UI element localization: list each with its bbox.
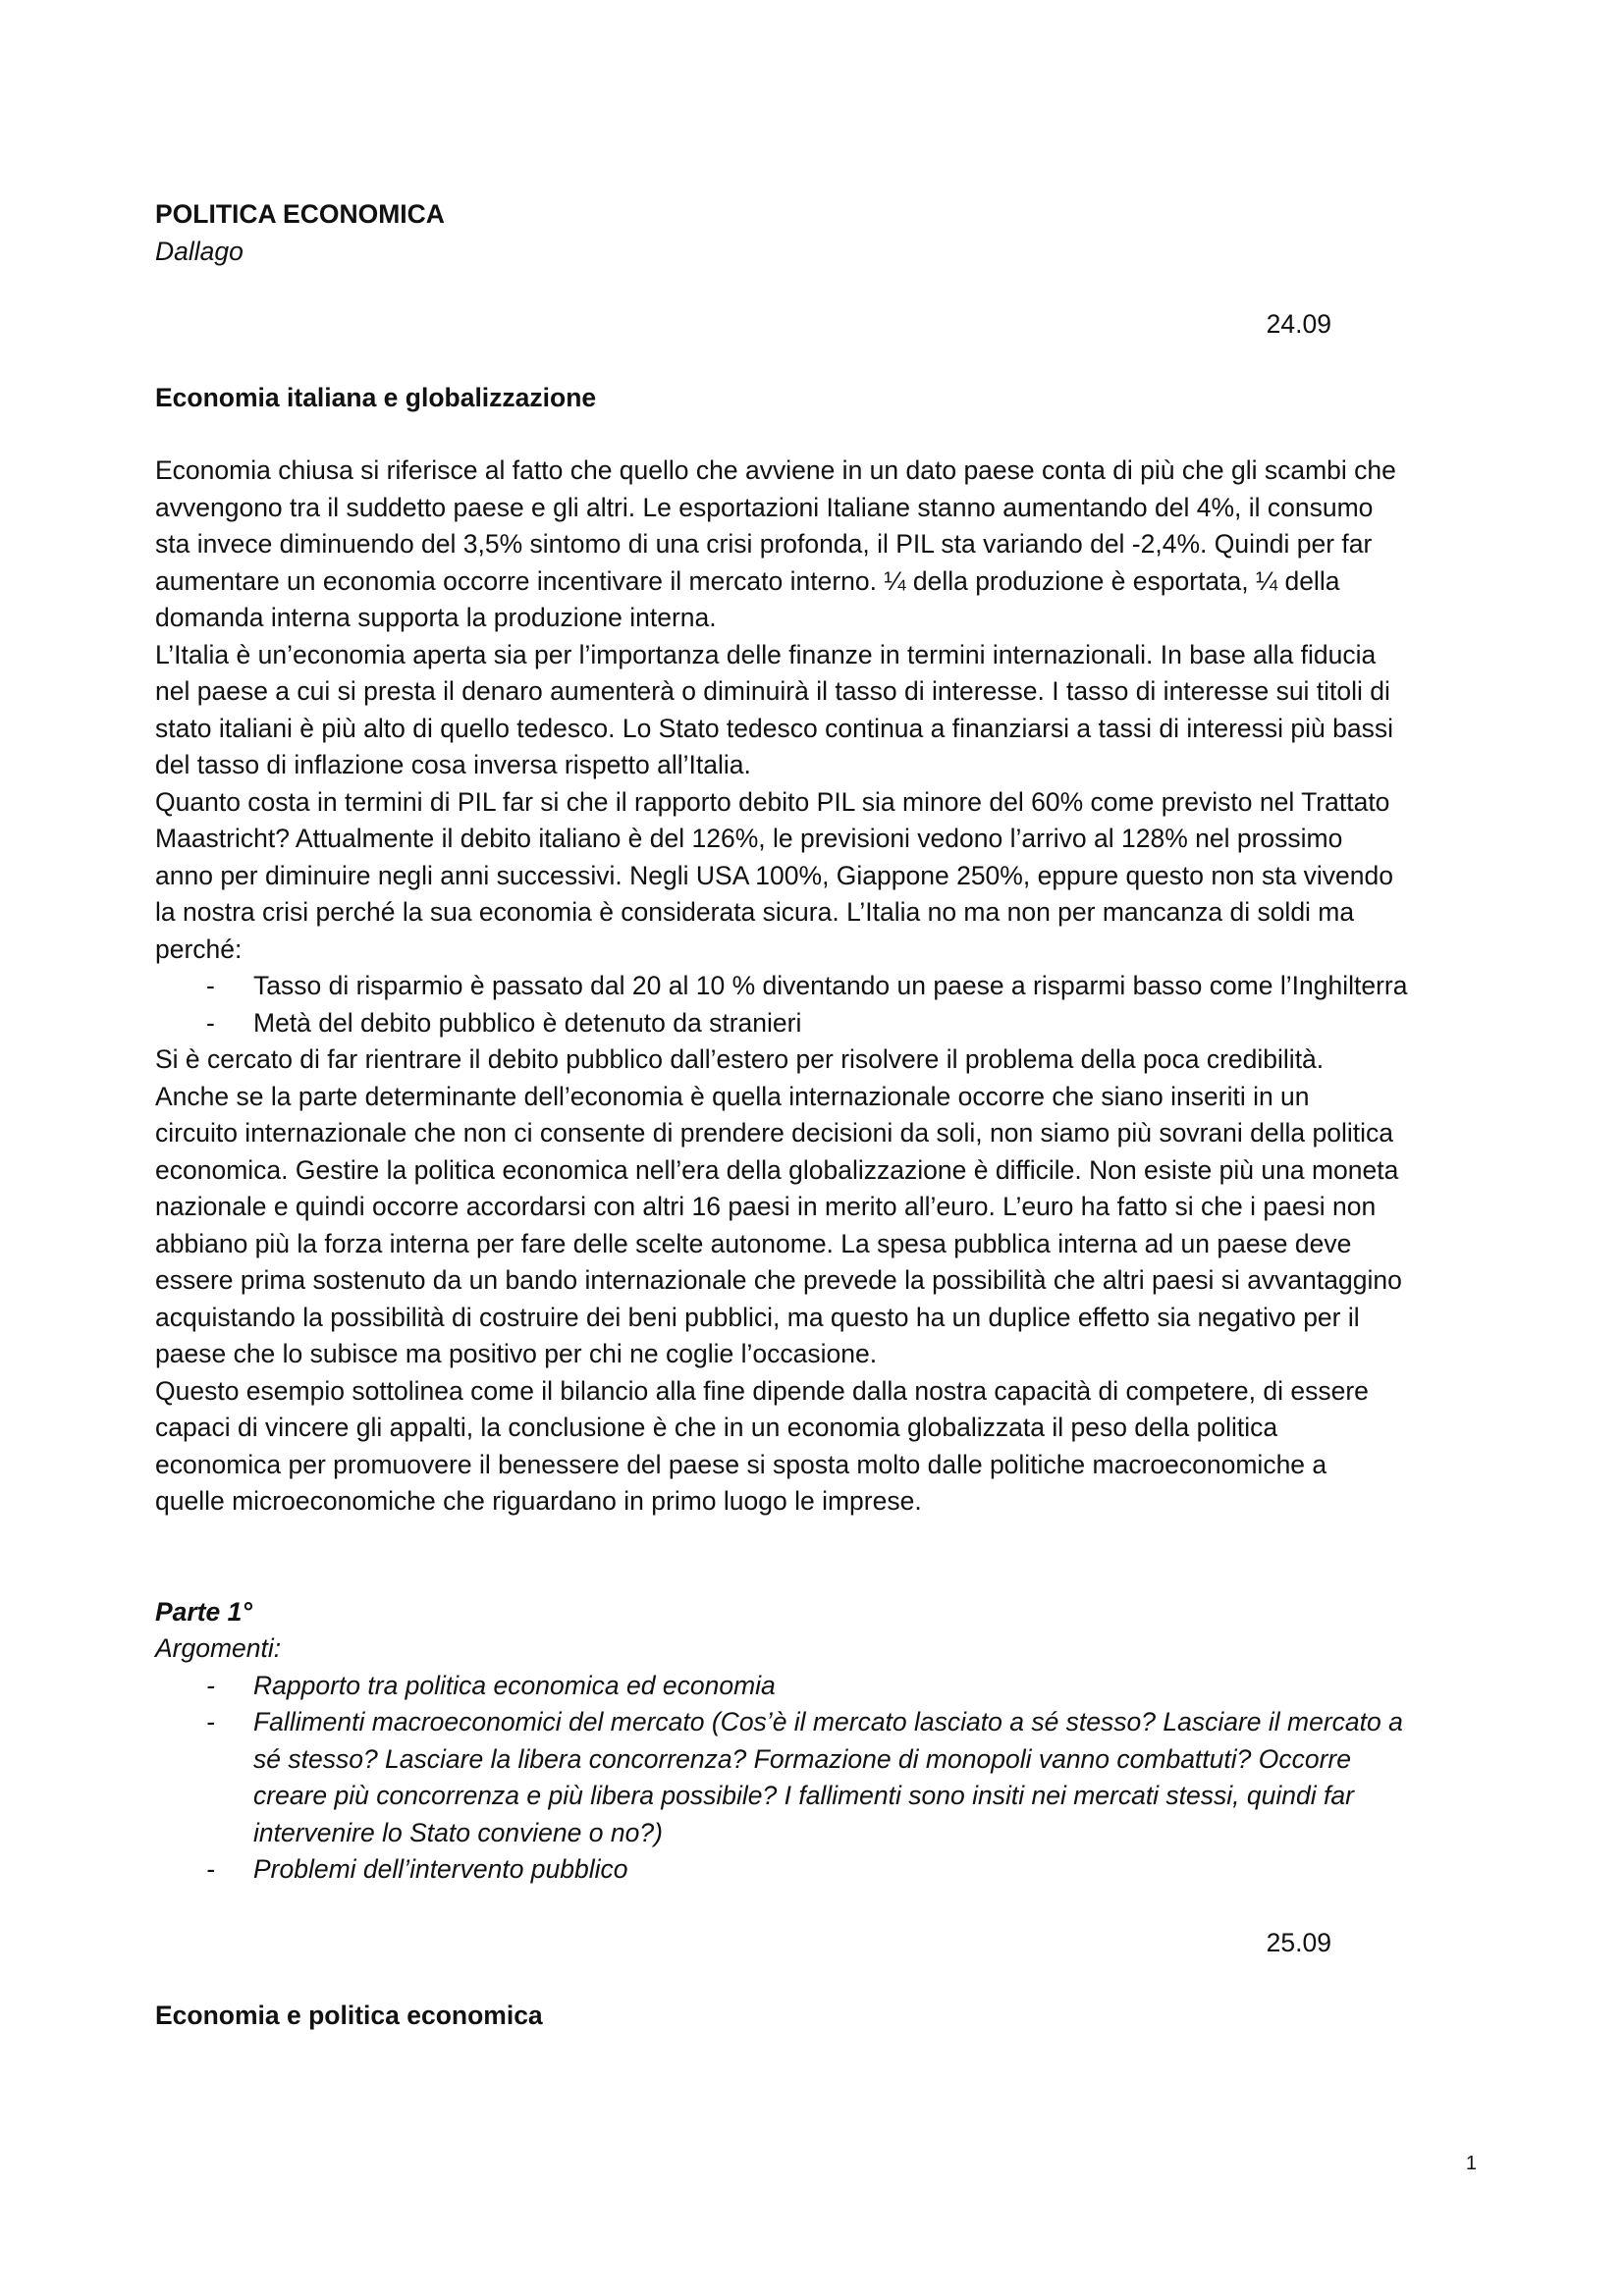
list-item-text: Tasso di risparmio è passato dal 20 al 10 % diventando un paese a risparmi basso come l’Inghilterra: [253, 971, 1408, 1000]
paragraph-1: [155, 453, 1477, 637]
text-line: la nostra crisi perché la sua economia è considerata sicura. L’Italia no ma non per mancanza di soldi ma: [155, 897, 1355, 927]
text-line: del tasso di inflazione cosa inversa rispetto all’Italia.: [155, 750, 751, 779]
lecture-date: 25.09: [1266, 1927, 1331, 1957]
paragraph-5: [155, 1373, 1477, 1521]
dash-bullet-icon: -: [206, 1707, 215, 1736]
text-line: Economia chiusa si riferisce al fatto che quello che avviene in un dato paese conta di più che gli scambi che: [155, 455, 1396, 485]
document-author: Dallago: [155, 236, 244, 266]
paragraph-4: [155, 1041, 1477, 1373]
paragraph-3: [155, 784, 1477, 969]
dash-bullet-icon: -: [206, 1854, 215, 1884]
text-line: quelle microeconomiche che riguardano in primo luogo le imprese.: [155, 1486, 922, 1516]
page-number: 1: [1465, 2153, 1477, 2174]
document-title: POLITICA ECONOMICA: [155, 199, 445, 229]
list-item: [155, 1704, 1477, 1851]
text-line: perché:: [155, 934, 243, 964]
text-line: essere prima sostenuto da un bando internazionale che prevede la possibilità che altri paesi si avvantaggino: [155, 1265, 1402, 1295]
text-line: nazionale e quindi occorre accordarsi con altri 16 paesi in merito all’euro. L’euro ha fatto si che i paesi non: [155, 1192, 1377, 1221]
dash-bullet-icon: -: [206, 971, 215, 1000]
list-item-text-continued: creare più concorrenza e più libera possibile? I fallimenti sono insiti nei mercati stessi, quindi far: [253, 1781, 1354, 1810]
text-line: paese che lo subisce ma positivo per chi ne coglie l’occasione.: [155, 1339, 878, 1368]
text-line: avvengono tra il suddetto paese e gli altri. Le esportazioni Italiane stanno aumentando del 4%, il consumo: [155, 492, 1374, 522]
topic-list: [155, 1668, 1477, 1889]
text-line: domanda interna supporta la produzione interna.: [155, 603, 717, 632]
text-line: aumentare un economia occorre incentivare il mercato interno. ¼ della produzione è esportata, ¼ della: [155, 565, 1340, 596]
dash-bullet-icon: -: [206, 1007, 215, 1038]
list-item: [155, 1851, 1477, 1889]
bullet-list: [155, 968, 1477, 1041]
text-line: Questo esempio sottolinea come il bilancio alla fine dipende dalla nostra capacità di competere, di essere: [155, 1375, 1369, 1406]
section-heading: Economia italiana e globalizzazione: [155, 382, 597, 412]
text-line: nel paese a cui si presta il denaro aumenterà o diminuirà il tasso di interesse. I tasso di interesse sui titoli di: [155, 676, 1390, 706]
text-line: abbiano più la forza interna per fare delle scelte autonome. La spesa pubblica interna ad un paese deve: [155, 1228, 1352, 1258]
part-title: Parte 1°: [155, 1596, 252, 1627]
list-item-text: Rapporto tra politica economica ed economia: [253, 1670, 776, 1700]
paragraph-2: [155, 637, 1477, 784]
lecture-date: 24.09: [1266, 309, 1331, 339]
list-item-text-continued: sé stesso? Lasciare la libera concorrenza? Formazione di monopoli vanno combattuti? Occorre: [253, 1743, 1351, 1774]
part-subtitle: Argomenti:: [155, 1633, 282, 1663]
text-line: economica per promuovere il benessere del paese si sposta molto dalle politiche macroeconomiche a: [155, 1449, 1327, 1479]
list-item-text: Fallimenti macroeconomici del mercato (Cos’è il mercato lasciato a sé stesso? Lasciare il mercato a: [253, 1707, 1403, 1736]
text-line: Si è cercato di far rientrare il debito pubblico dall’estero per risolvere il problema della poca credibilità.: [155, 1044, 1325, 1074]
list-item-text-continued: intervenire lo Stato conviene o no?): [253, 1817, 663, 1847]
text-line: Anche se la parte determinante dell’economia è quella internazionale occorre che siano inseriti in un: [155, 1081, 1310, 1111]
text-line: economica. Gestire la politica economica nell’era della globalizzazione è difficile. Non esiste più una moneta: [155, 1154, 1399, 1185]
dash-bullet-icon: -: [206, 1670, 215, 1700]
text-line: acquistando la possibilità di costruire dei beni pubblici, ma questo ha un duplice effetto sia negativo per il: [155, 1302, 1360, 1332]
text-line: L’Italia è un’economia aperta sia per l’importanza delle finanze in termini internazionali. In base alla fiducia: [155, 639, 1377, 669]
list-item: [155, 1668, 1477, 1705]
section-heading: Economia e politica economica: [155, 2001, 543, 2030]
list-item-text: Metà del debito pubblico è detenuto da stranieri: [253, 1007, 802, 1038]
text-line: sta invece diminuendo del 3,5% sintomo di una crisi profonda, il PIL sta variando del -2,4%. Quindi per far: [155, 529, 1373, 559]
text-line: Quanto costa in termini di PIL far si che il rapporto debito PIL sia minore del 60% come previsto nel Trattato: [155, 786, 1390, 817]
list-item: [155, 968, 1477, 1005]
list-item-text: Problemi dell’intervento pubblico: [253, 1854, 628, 1884]
text-line: stato italiani è più alto di quello tedesco. Lo Stato tedesco continua a finanziarsi a tassi di interessi più bassi: [155, 713, 1393, 743]
text-line: anno per diminuire negli anni successivi. Negli USA 100%, Giappone 250%, eppure questo non sta vivendo: [155, 860, 1394, 890]
text-line: Maastricht? Attualmente il debito italiano è del 126%, le previsioni vedono l’arrivo al 128% nel prossimo: [155, 824, 1343, 853]
text-line: circuito internazionale che non ci consente di prendere decisioni da soli, non siamo più sovrani della politica: [155, 1118, 1393, 1148]
list-item: [155, 1005, 1477, 1042]
text-line: capaci di vincere gli appalti, la conclusione è che in un economia globalizzata il peso della politica: [155, 1413, 1278, 1442]
